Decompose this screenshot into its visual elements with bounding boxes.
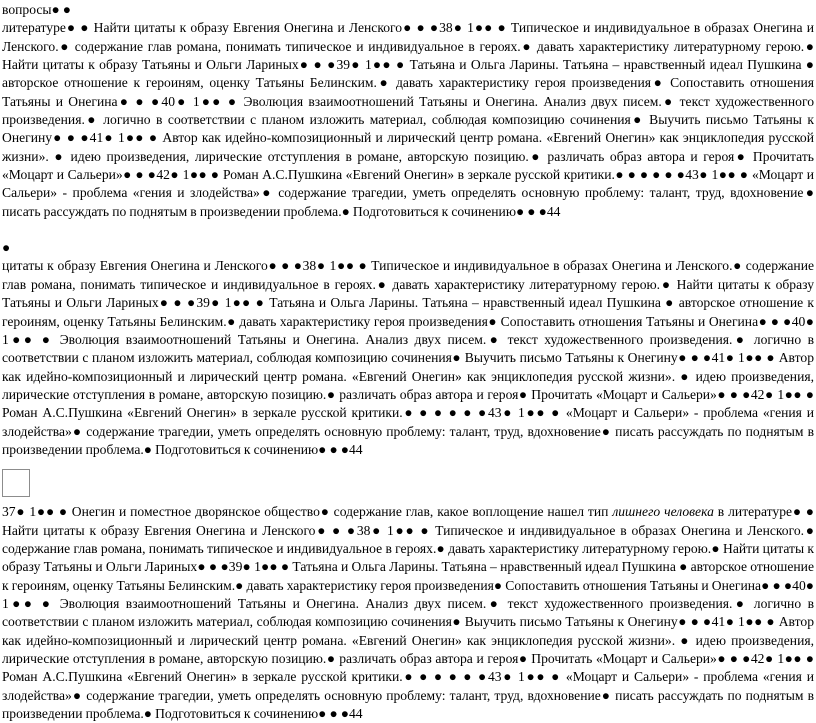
bullet-marker: ● xyxy=(2,240,11,256)
lesson-plan-paragraph-1: литературе● ● Найти цитаты к образу Евгения Онегина и Ленского● ● ●38● 1●● ● Типическое и индивидуальное в образах Онегина и Ленского.● содержание глав романа, понимать типическое и индивидуальное в героях.● давать характеристику литературному герою.● Найти цитаты к образу Татьяны и Ольги Лариных● ● ●39● 1●● ● Татьяна и Ольга Ларины. Татьяна – нравственный идеал Пушкина ● авторское отношение к героиням, оценку Татьяны Белинским.● давать характеристику героя произведения● Сопоставить отношения Татьяны и Онегина● ● ●40● 1●● ● Эволюция взаимоотношений Татьяны и Онегина. Анализ двух писем.● текст художественного произведения.● логично в соответствии с планом изложить материал, соблюдая композицию сочинения● Выучить письмо Татьяны к Онегину● ● ●41● 1●● ● Автор как идейно-композиционный и лирический центр романа. «Евгений Онегин» как энциклопедия русской жизни». ● идею произведения, лирические отступления в романе, авторскую позицию.● различать образ автора и героя● Прочитать «Моцарт и Сальери»● ● ●42● 1●● ● Роман А.С.Пушкина «Евгений Онегин» в зеркале русской критики.● ● ● ● ● ●43● 1●● ● «Моцарт и Сальери» - проблема «гения и злодейства»● содержание трагедии, уметь определять основную проблему: талант, труд, вдохновение● писать рассуждать по поднятым в произведении проблема.● Подготовиться к сочинению● ● ●44 xyxy=(2,20,814,219)
lesson-plan-paragraph-3 xyxy=(2,503,814,723)
lesson-plan-paragraph-2: цитаты к образу Евгения Онегина и Ленского● ● ●38● 1●● ● Типическое и индивидуальное в образах Онегина и Ленского.● содержание глав романа, понимать типическое и индивидуальное в героях.● давать характеристику литературному герою.● Найти цитаты к образу Татьяны и Ольги Лариных● ● ●39● 1●● ● Татьяна и Ольга Ларины. Татьяна – нравственный идеал Пушкина ● авторское отношение к героиням, оценку Татьяны Белинским.● давать характеристику героя произведения● Сопоставить отношения Татьяны и Онегина● ● ●40● 1●● ● Эволюция взаимоотношений Татьяны и Онегина. Анализ двух писем.● текст художественного произведения.● логично в соответствии с планом изложить материал, соблюдая композицию сочинения● Выучить письмо Татьяны к Онегину● ● ●41● 1●● ● Автор как идейно-композиционный и лирический центр романа. «Евгений Онегин» как энциклопедия русской жизни». ● идею произведения, лирические отступления в романе, авторскую позицию.● различать образ автора и героя● Прочитать «Моцарт и Сальери»● ● ●42● 1●● ● Роман А.С.Пушкина «Евгений Онегин» в зеркале русской критики.● ● ● ● ● ●43● 1●● ● «Моцарт и Сальери» - проблема «гения и злодейства»● содержание трагедии, уметь определять основную проблему: талант, труд, вдохновение● писать рассуждать по поднятым в произведении проблема.● Подготовиться к сочинению● ● ●44 xyxy=(2,258,814,457)
spacer xyxy=(2,221,814,239)
paragraph-3-rest: в литературе● ● Найти цитаты к образу Евгения Онегина и Ленского● ● ●38● 1●● ● Типическое и индивидуальное в образах Онегина и Ленского.● содержание глав романа, понимать типическое и индивидуальное в героях.● давать характеристику литературному герою.● Найти цитаты к образу Татьяны и Ольги Лариных● ● ●39● 1●● ● Татьяна и Ольга Ларины. Татьяна – нравственный идеал Пушкина ● авторское отношение к героиням, оценку Татьяны Белинским.● давать характеристику героя произведения● Сопоставить отношения Татьяны и Онегина● ● ●40● 1●● ● Эволюция взаимоотношений Татьяны и Онегина. Анализ двух писем.● текст художественного произведения.● логично в соответствии с планом изложить материал, соблюдая композицию сочинения● Выучить письмо Татьяны к Онегину● ● ●41● 1●● ● Автор как идейно-композиционный и лирический центр романа. «Евгений Онегин» как энциклопедия русской жизни». ● идею произведения, лирические отступления в романе, авторскую позицию.● различать образ автора и героя● Прочитать «Моцарт и Сальери»● ● ●42● 1●● ● Роман А.С.Пушкина «Евгений Онегин» в зеркале русской критики.● ● ● ● ● ●43● 1●● ● «Моцарт и Сальери» - проблема «гения и злодейства»● содержание трагедии, уметь определять основную проблему: талант, труд, вдохновение● писать рассуждать по поднятым в произведении проблема.● Подготовиться к сочинению● ● ●44 xyxy=(2,504,814,722)
paragraph-3-italic-term: лишнего человека xyxy=(612,504,714,520)
paragraph-3-start: 37● 1●● ● Онегин и поместное дворянское общество● содержание глав, какое воплощение нашел тип xyxy=(2,504,613,520)
document-page xyxy=(2,1,814,723)
empty-image-placeholder xyxy=(2,469,30,497)
intro-line: вопросы● ● xyxy=(2,2,72,17)
